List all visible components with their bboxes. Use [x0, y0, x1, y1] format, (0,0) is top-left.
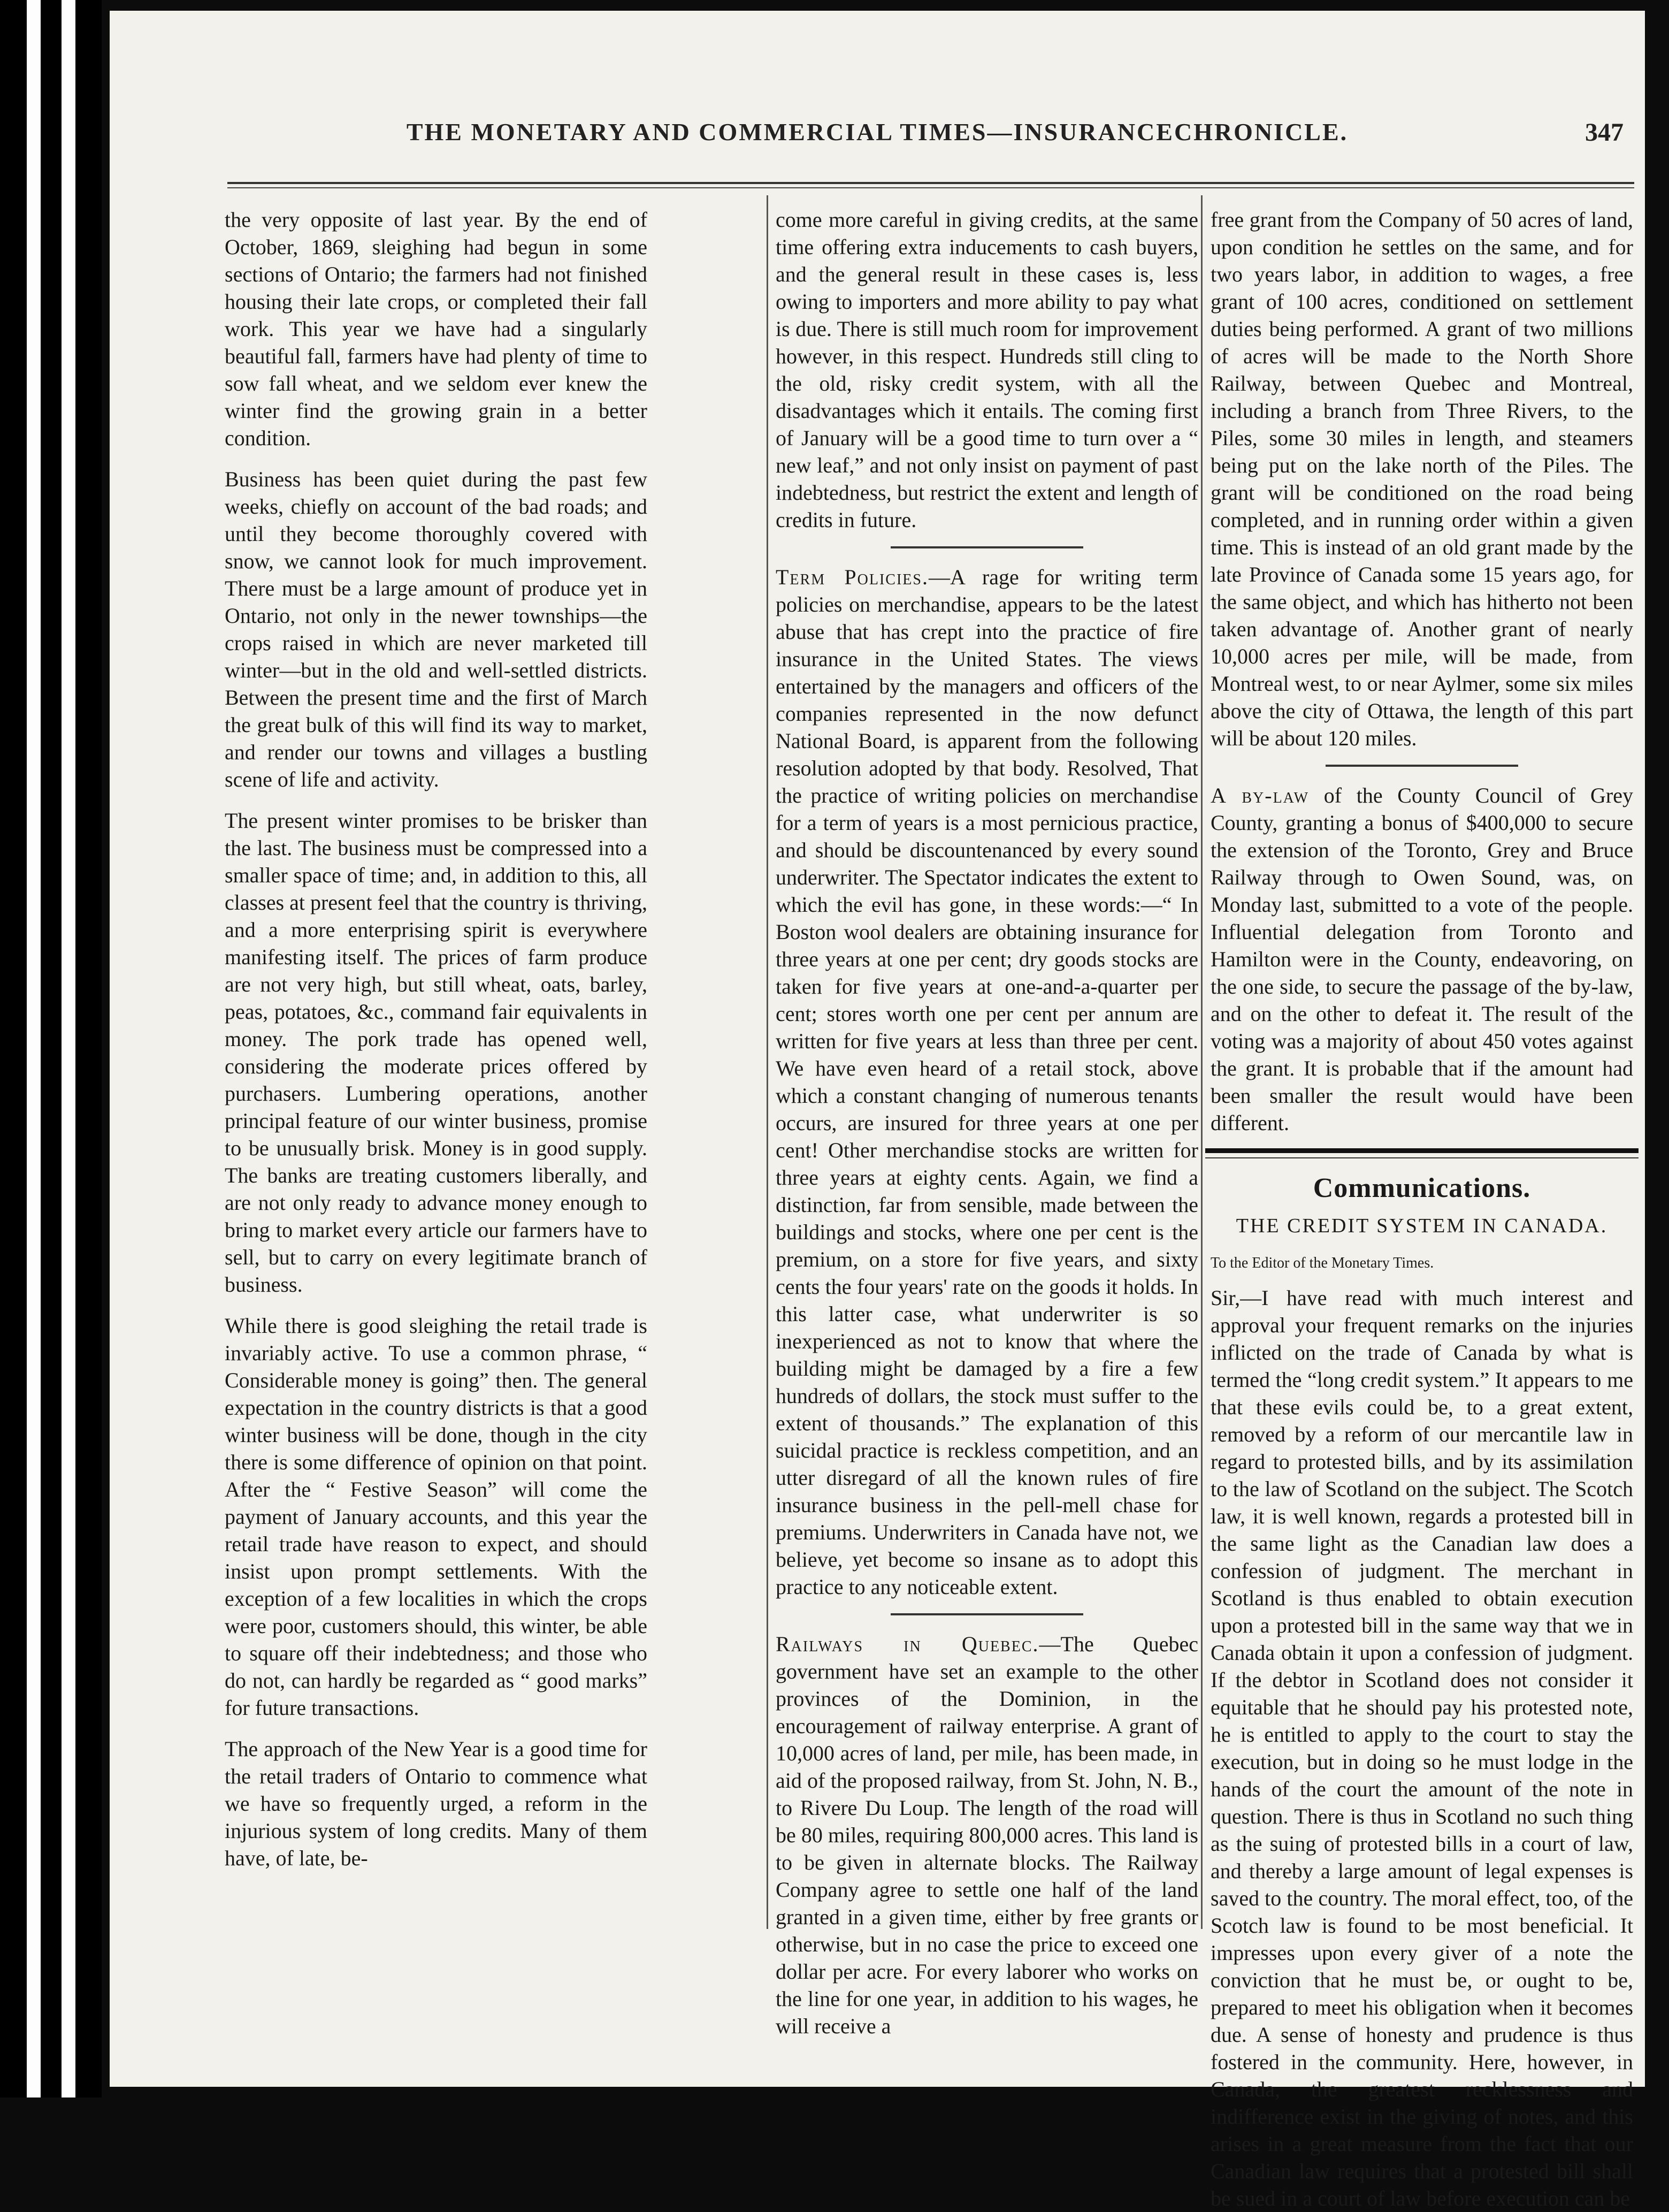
- article-body: —A rage for writing term policies on merchandise, appears to be the latest abuse that has crept into the practice of fire insurance in the United States. The views entertained by the managers and officers of the companies represented in the now defunct National Board, is apparent from the following resolution adopted by that body. Resolved, That the practice of writing policies on merchandise for a term of years is a most pernicious practice, and should be discountenanced by every sound underwriter. The Spectator indicates the extent to which the evil has gone, in these words:—“ In Boston wool dealers are obtaining insurance for three years at one per cent; dry goods stocks are taken for five years at one-and-a-quarter per cent; stores worth one per cent per annum are written for five years at less than three per cent. We have even heard of a retail stock, above which a constant changing of numerous tenants occurs, are insured for three years at one per cent! Other merchandise stocks are written for three years at eighty cents. Again, we find a distinction, far from sensible, made between the buildings and stocks, where one per cent is the premium, on a store for five years, and sixty cents the four years' rate on the goods it holds. In this latter case, what underwriter is so inexperienced as not to know that where the building might be damaged by a fire a few hundreds of dollars, the stock must suffer to the extent of thousands.” The explanation of this suicidal practice is reckless competition, and an utter disregard of all the known rules of fire insurance business in the pell-mell chase for premiums. Underwriters in Canada have not, we believe, yet become so insane as to adopt this practice to any noticeable extent.: [776, 565, 1198, 1599]
- section-divider: [891, 546, 1083, 548]
- term-policies-article: [776, 563, 1198, 1600]
- section-rule-light: [1205, 1157, 1639, 1158]
- column-3: [1211, 206, 1634, 2210]
- railways-article: [776, 1630, 1198, 2040]
- section-rule-heavy: [1205, 1148, 1639, 1153]
- column-divider: [767, 195, 768, 1929]
- letter-body: Sir,—I have read with much interest and approval your frequent remarks on the injuries inflicted on the trade of Canada by what is termed the “long credit system.” It appears to me that these evils could be, to a great extent, removed by a reform of our mercantile law in regard to protested bills, and by its assimilation to the law of Scotland on the subject. The Scotch law, it is well known, regards a protested bill in the same light as the Canadian law does a confession of judgment. The merchant in Scotland is thus enabled to obtain execution upon a protested bill in the same way that we in Canada obtain it upon a confession of judgment. If the debtor in Scotland does not consider it equitable that he should pay his protested note, he is entitled to apply to the court to stay the execution, but in doing so he must lodge in the hands of the court the amount of the note in question. There is thus in Scotland no such thing as the suing of protested bills in a court of law, and thereby a large amount of legal expenses is saved to the country. The moral effect, too, of the Scotch law is found to be most beneficial. It impresses upon every giver of a note the conviction that he must be, or ought to be, prepared to meet his obligation when it becomes due. A sense of honesty and prudence is thus fostered in the community. Here, however, in Canada, the greatest recklessness and indifference exist in the giving of notes, and this arises in a great measure from the fact that our Canadian law requires that a protested bill shall be sued in a court of law before execution can be: [1211, 1286, 1633, 2210]
- paragraph: Business has been quiet during the past few weeks, chiefly on account of the bad roads; and until they become thoroughly covered with snow, we cannot look for much improvement. There must be a large amount of produce yet in Ontario, not only in the newer townships—the crops raised in which are never marketed till winter—but in the old and well-settled districts. Between the present time and the first of March the great bulk of this will find its way to market, and render our towns and villages a bustling scene of life and activity.: [225, 467, 647, 791]
- paragraph: free grant from the Company of 50 acres of land, upon condition he settles on the same, and for two years labor, in addition to wages, a free grant of 100 acres, conditioned on settlement duties being performed. A grant of two millions of acres will be made to the North Shore Railway, between Quebec and Montreal, including a branch from Three Rivers, to the Piles, some 30 miles in length, and steamers being put on the lake north of the Piles. The grant will be conditioned on the road being completed, and in running order within a given time. This is instead of an old grant made by the late Province of Canada some 15 years ago, for the same object, and which has hitherto not been taken advantage of. Another grant of nearly 10,000 acres per mile, will be made, from Montreal west, to or near Aylmer, some six miles above the city of Ottawa, the length of this part will be about 120 miles.: [1211, 208, 1633, 750]
- bylaw-article: [1211, 782, 1633, 1136]
- book-binding-shadow: [0, 0, 102, 2097]
- column-1: [225, 206, 647, 2068]
- film-edge-strip: [62, 0, 75, 2097]
- section-divider: [1326, 765, 1518, 767]
- column-2: [776, 206, 1198, 2068]
- letter-salutation-line: To the Editor of the Monetary Times.: [1211, 1255, 1434, 1271]
- article-body: of the County Council of Grey County, granting a bonus of $400,000 to secure the extension of the Toronto, Grey and Bruce Railway through to Owen Sound, was, on Monday last, submitted to a vote of the people. Influential delegation from Toronto and Hamilton were in the County, endeavoring, on the one side, to secure the passage of the by-law, and on the other to defeat it. The result of the voting was a majority of about 450 votes against the grant. It is probable that if the amount had been smaller the result would have been different.: [1211, 783, 1634, 1135]
- header-rule: [227, 187, 1634, 188]
- communications-heading: Communications.: [1313, 1173, 1531, 1203]
- page-number: 347: [1585, 118, 1624, 147]
- article-lead: Term Policies.: [776, 565, 929, 589]
- paragraph: While there is good sleighing the retail trade is invariably active. To use a common phrase, “ Considerable money is going” then. The general expectation in the country districts is that a good winter business will be done, though in the city there is some difference of opinion on that point. After the “ Festive Season” will come the payment of January accounts, and this year the retail trade have reason to expect, and should insist upon prompt settlements. With the exception of a few localities in which the crops were poor, customers should, this winter, be able to square off their indebtedness; and those who do not, can hardly be regarded as “ good marks” for future transactions.: [225, 1314, 647, 1720]
- article-lead: A by-law: [1211, 783, 1310, 807]
- newspaper-page: [110, 11, 1645, 2210]
- article-body: —The Quebec government have set an example to the other provinces of the Dominion, in the encouragement of railway enterprise. A grant of 10,000 acres of land, per mile, has been made, in aid of the proposed railway, from St. John, N. B., to Rivere Du Loup. The length of the road will be 80 miles, requiring 800,000 acres. This land is to be given in alternate blocks. The Railway Company agree to settle one half of the land granted in a given time, either by free grants or otherwise, but in no case the price to exceed one dollar per acre. For every laborer who works on the line for one year, in addition to his wages, he will receive a: [776, 1632, 1198, 2038]
- paragraph: the very opposite of last year. By the end of October, 1869, sleighing had begun in some sections of Ontario; the farmers had not finished housing their late crops, or completed their fall work. This year we have had a singularly beautiful fall, farmers have had plenty of time to sow fall wheat, and we seldom ever knew the winter find the growing grain in a better condition.: [225, 208, 647, 450]
- section-divider: [891, 1613, 1083, 1615]
- paragraph: come more careful in giving credits, at the same time offering extra inducements to cash buyers, and the general result in these cases is, less owing to importers and more ability to pay what is due. There is still much room for improvement however, in this respect. Hundreds still cling to the old, risky credit system, with all the disadvantages which it entails. The coming first of January will be a good time to turn over a “ new leaf,” and not only insist on payment of past indebtedness, but restrict the extent and length of credits in future.: [776, 208, 1198, 532]
- header-rule: [227, 182, 1634, 184]
- paragraph: The approach of the New Year is a good time for the retail traders of Ontario to commence what we have so frequently urged, a reform in the injurious system of long credits. Many of them have, of late, be-: [225, 1737, 647, 1870]
- masthead-title: THE MONETARY AND COMMERCIAL TIMES—INSURANCECHRONICLE.: [406, 118, 1349, 146]
- film-edge-strip: [27, 0, 41, 2097]
- article-lead: Railways in Quebec.: [776, 1632, 1039, 1656]
- article-title: THE CREDIT SYSTEM IN CANADA.: [1236, 1215, 1608, 1237]
- column-divider: [1201, 195, 1203, 1929]
- paragraph: The present winter promises to be brisker than the last. The business must be compressed into a smaller space of time; and, in addition to this, all classes at present feel that the country is thriving, and a more enterprising spirit is everywhere manifesting itself. The prices of farm produce are not very high, but still wheat, oats, barley, peas, potatoes, &c., command fair equivalents in money. The pork trade has opened well, considering the moderate prices offered by purchasers. Lumbering operations, another principal feature of our winter business, promise to be unusually brisk. Money is in good supply. The banks are treating customers liberally, and are not only ready to advance money enough to bring to market every article our farmers have to sell, but to carry on every legitimate branch of business.: [225, 808, 647, 1296]
